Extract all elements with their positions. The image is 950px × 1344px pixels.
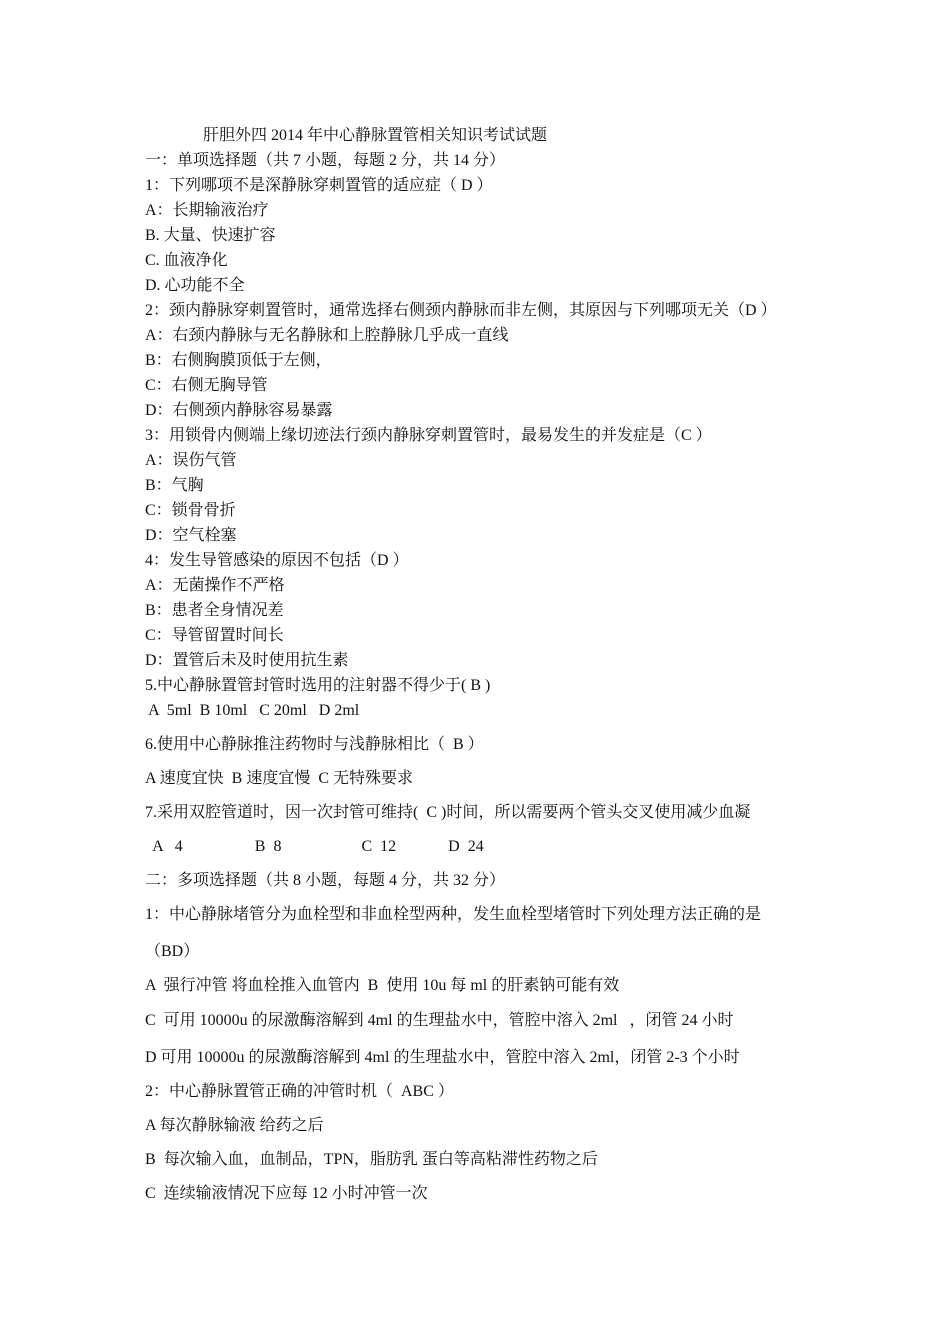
question-1-option-a: A：长期输液治疗 — [145, 202, 269, 219]
section-heading-single-choice: 一：单项选择题（共 7 小题，每题 2 分，共 14 分） — [145, 152, 506, 169]
mc-question-1-option-c: C 可用 10000u 的尿激酶溶解到 4ml 的生理盐水中，管腔中溶入 2ml ，闭管 24 小时 — [145, 1012, 734, 1029]
question-4-option-a: A：无菌操作不严格 — [145, 577, 285, 594]
page-title: 肝胆外四 2014 年中心静脉置管相关知识考试试题 — [203, 127, 548, 144]
mc-question-1: 1：中心静脉堵管分为血栓型和非血栓型两种，发生血栓型堵管时下列处理方法正确的是 — [145, 906, 762, 923]
question-4-option-d: D：置管后未及时使用抗生素 — [145, 652, 349, 669]
question-4: 4：发生导管感染的原因不包括（D ） — [145, 552, 409, 569]
question-6-options: A 速度宜快 B 速度宜慢 C 无特殊要求 — [145, 770, 414, 787]
mc-question-2-option-c: C 连续输液情况下应每 12 小时冲管一次 — [145, 1185, 428, 1202]
question-2-option-b: B：右侧胸膜顶低于左侧， — [145, 352, 332, 369]
mc-question-1-options-ab: A 强行冲管 将血栓推入血管内 B 使用 10u 每 ml 的肝素钠可能有效 — [145, 977, 620, 994]
question-1-option-b: B. 大量、快速扩容 — [145, 227, 276, 244]
mc-question-2-option-b: B 每次输入血，血制品，TPN，脂肪乳 蛋白等高粘滞性药物之后 — [145, 1151, 598, 1168]
question-7-options: A 4 B 8 C 12 D 24 — [145, 838, 484, 855]
question-1: 1：下列哪项不是深静脉穿刺置管的适应症（ D ） — [145, 177, 493, 194]
question-4-option-c: C：导管留置时间长 — [145, 627, 284, 644]
question-3-option-b: B：气胸 — [145, 477, 204, 494]
question-5-options: A 5ml B 10ml C 20ml D 2ml — [145, 702, 360, 719]
question-2-option-a: A：右颈内静脉与无名静脉和上腔静脉几乎成一直线 — [145, 327, 509, 344]
question-3-option-d: D：空气栓塞 — [145, 527, 237, 544]
question-2: 2：颈内静脉穿刺置管时，通常选择右侧颈内静脉而非左侧，其原因与下列哪项无关（D ） — [145, 302, 777, 319]
question-1-option-d: D. 心功能不全 — [145, 277, 245, 294]
question-4-option-b: B：患者全身情况差 — [145, 602, 284, 619]
section-heading-multiple-choice: 二：多项选择题（共 8 小题，每题 4 分，共 32 分） — [145, 872, 506, 889]
mc-question-2: 2：中心静脉置管正确的冲管时机（ ABC ） — [145, 1083, 454, 1100]
question-6: 6.使用中心静脉推注药物时与浅静脉相比（ B ） — [145, 736, 484, 753]
question-3-option-a: A：误伤气管 — [145, 452, 237, 469]
question-2-option-d: D：右侧颈内静脉容易暴露 — [145, 402, 333, 419]
question-7: 7.采用双腔管道时，因一次封管可维持( C )时间，所以需要两个管头交叉使用减少血凝 — [145, 804, 751, 821]
mc-question-1-answer: （BD） — [145, 943, 200, 960]
question-1-option-c: C. 血液净化 — [145, 252, 228, 269]
mc-question-2-option-a: A 每次静脉输液 给药之后 — [145, 1117, 324, 1134]
question-3-option-c: C：锁骨骨折 — [145, 502, 236, 519]
mc-question-1-option-d: D 可用 10000u 的尿激酶溶解到 4ml 的生理盐水中，管腔中溶入 2ml，闭管 2-3 个小时 — [145, 1049, 740, 1066]
question-3: 3：用锁骨内侧端上缘切迹法行颈内静脉穿刺置管时，最易发生的并发症是（C ） — [145, 427, 712, 444]
question-2-option-c: C：右侧无胸导管 — [145, 377, 268, 394]
question-5: 5.中心静脉置管封管时选用的注射器不得少于( B ) — [145, 677, 491, 694]
